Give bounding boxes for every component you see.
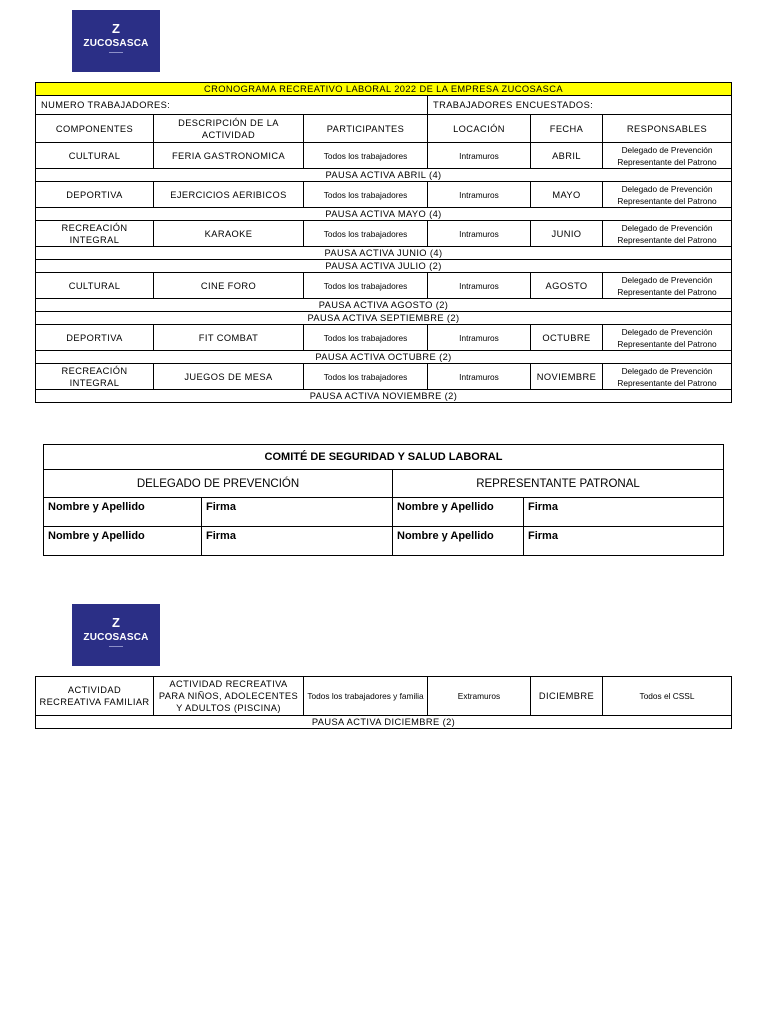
pause-row: PAUSA ACTIVA JULIO (2) bbox=[36, 260, 732, 273]
activity-responsible bbox=[603, 325, 732, 351]
responsible-employer: Representante del Patrono bbox=[617, 234, 717, 245]
table-row bbox=[36, 677, 732, 716]
pause-row: PAUSA ACTIVA JUNIO (4) bbox=[36, 247, 732, 260]
activity-description: ACTIVIDAD RECREATIVA PARA NIÑOS, ADOLECENTES Y ADULTOS (PISCINA) bbox=[154, 677, 304, 716]
logo-underline bbox=[109, 646, 123, 647]
activity-component: CULTURAL bbox=[36, 273, 154, 299]
activity-location: Intramuros bbox=[428, 364, 531, 390]
responsible-delegate: Delegado de Prevención bbox=[621, 326, 713, 337]
activity-participants: Todos los trabajadores bbox=[304, 182, 428, 208]
logo-name: ZUCOSASCA bbox=[83, 38, 149, 49]
table-row bbox=[36, 364, 732, 390]
schedule-table bbox=[35, 82, 732, 403]
header-description: DESCRIPCIÓN DE LA ACTIVIDAD bbox=[154, 115, 304, 143]
activity-participants: Todos los trabajadores bbox=[304, 273, 428, 299]
signature-row bbox=[44, 527, 724, 556]
pause-row: PAUSA ACTIVA AGOSTO (2) bbox=[36, 299, 732, 312]
activity-participants: Todos los trabajadores bbox=[304, 221, 428, 247]
activity-location: Intramuros bbox=[428, 273, 531, 299]
pause-row: PAUSA ACTIVA NOVIEMBRE (2) bbox=[36, 390, 732, 403]
delegate-signature-field: Firma bbox=[202, 498, 393, 527]
family-activity-table bbox=[35, 676, 732, 729]
pause-row: PAUSA ACTIVA DICIEMBRE (2) bbox=[36, 716, 732, 729]
header-date: FECHA bbox=[531, 115, 603, 143]
activity-location: Intramuros bbox=[428, 325, 531, 351]
table-row bbox=[36, 325, 732, 351]
activity-responsible: Todos el CSSL bbox=[603, 677, 732, 716]
delegate-name-field: Nombre y Apellido bbox=[44, 527, 202, 556]
activity-responsible bbox=[603, 273, 732, 299]
header-responsible: RESPONSABLES bbox=[603, 115, 732, 143]
activity-responsible bbox=[603, 221, 732, 247]
activity-component: DEPORTIVA bbox=[36, 182, 154, 208]
activity-location: Intramuros bbox=[428, 143, 531, 169]
activity-date: AGOSTO bbox=[531, 273, 603, 299]
pause-row: PAUSA ACTIVA OCTUBRE (2) bbox=[36, 351, 732, 364]
employer-header: REPRESENTANTE PATRONAL bbox=[393, 470, 724, 498]
logo-underline bbox=[109, 52, 123, 53]
responsible-employer: Representante del Patrono bbox=[617, 377, 717, 388]
header-location: LOCACIÓN bbox=[428, 115, 531, 143]
activity-component: RECREACIÓN INTEGRAL bbox=[36, 364, 154, 390]
employer-name-field: Nombre y Apellido bbox=[393, 527, 524, 556]
responsible-employer: Representante del Patrono bbox=[617, 156, 717, 167]
responsible-delegate: Delegado de Prevención bbox=[621, 183, 713, 194]
activity-description: JUEGOS DE MESA bbox=[154, 364, 304, 390]
activity-date: DICIEMBRE bbox=[531, 677, 603, 716]
table-row bbox=[36, 182, 732, 208]
activity-description: EJERCICIOS AERIBICOS bbox=[154, 182, 304, 208]
activity-description: CINE FORO bbox=[154, 273, 304, 299]
activity-component: ACTIVIDAD RECREATIVA FAMILIAR bbox=[36, 677, 154, 716]
signature-row bbox=[44, 498, 724, 527]
logo-mark: Z bbox=[112, 615, 120, 630]
company-logo bbox=[72, 604, 160, 666]
activity-participants: Todos los trabajadores bbox=[304, 325, 428, 351]
responsible-delegate: Delegado de Prevención bbox=[621, 365, 713, 376]
activity-component: CULTURAL bbox=[36, 143, 154, 169]
responsible-employer: Representante del Patrono bbox=[617, 195, 717, 206]
delegate-signature-field: Firma bbox=[202, 527, 393, 556]
responsible-employer: Representante del Patrono bbox=[617, 286, 717, 297]
employer-signature-field: Firma bbox=[524, 527, 724, 556]
activity-responsible bbox=[603, 364, 732, 390]
responsible-delegate: Delegado de Prevención bbox=[621, 222, 713, 233]
header-participants: PARTICIPANTES bbox=[304, 115, 428, 143]
activity-participants: Todos los trabajadores y familia bbox=[304, 677, 428, 716]
committee-title: COMITÉ DE SEGURIDAD Y SALUD LABORAL bbox=[44, 445, 724, 470]
table-row bbox=[36, 273, 732, 299]
workers-count-label: NUMERO TRABAJADORES: bbox=[36, 96, 428, 115]
responsible-delegate: Delegado de Prevención bbox=[621, 274, 713, 285]
schedule-title: CRONOGRAMA RECREATIVO LABORAL 2022 DE LA EMPRESA ZUCOSASCA bbox=[36, 83, 732, 96]
activity-responsible bbox=[603, 182, 732, 208]
activity-date: JUNIO bbox=[531, 221, 603, 247]
header-components: COMPONENTES bbox=[36, 115, 154, 143]
logo-mark: Z bbox=[112, 21, 120, 36]
table-row bbox=[36, 221, 732, 247]
activity-component: DEPORTIVA bbox=[36, 325, 154, 351]
responsible-delegate: Delegado de Prevención bbox=[621, 144, 713, 155]
activity-description: FERIA GASTRONOMICA bbox=[154, 143, 304, 169]
activity-date: ABRIL bbox=[531, 143, 603, 169]
activity-participants: Todos los trabajadores bbox=[304, 364, 428, 390]
pause-row: PAUSA ACTIVA MAYO (4) bbox=[36, 208, 732, 221]
committee-table bbox=[43, 444, 724, 556]
surveyed-count-label: TRABAJADORES ENCUESTADOS: bbox=[428, 96, 732, 115]
activity-responsible bbox=[603, 143, 732, 169]
table-row bbox=[36, 143, 732, 169]
pause-row: PAUSA ACTIVA ABRIL (4) bbox=[36, 169, 732, 182]
activity-date: MAYO bbox=[531, 182, 603, 208]
logo-name: ZUCOSASCA bbox=[83, 632, 149, 643]
activity-date: OCTUBRE bbox=[531, 325, 603, 351]
activity-component: RECREACIÓN INTEGRAL bbox=[36, 221, 154, 247]
activity-description: KARAOKE bbox=[154, 221, 304, 247]
delegate-name-field: Nombre y Apellido bbox=[44, 498, 202, 527]
company-logo bbox=[72, 10, 160, 72]
responsible-employer: Representante del Patrono bbox=[617, 338, 717, 349]
delegate-header: DELEGADO DE PREVENCIÓN bbox=[44, 470, 393, 498]
employer-name-field: Nombre y Apellido bbox=[393, 498, 524, 527]
pause-row: PAUSA ACTIVA SEPTIEMBRE (2) bbox=[36, 312, 732, 325]
activity-participants: Todos los trabajadores bbox=[304, 143, 428, 169]
activity-date: NOVIEMBRE bbox=[531, 364, 603, 390]
activity-location: Extramuros bbox=[428, 677, 531, 716]
activity-location: Intramuros bbox=[428, 182, 531, 208]
employer-signature-field: Firma bbox=[524, 498, 724, 527]
activity-location: Intramuros bbox=[428, 221, 531, 247]
activity-description: FIT COMBAT bbox=[154, 325, 304, 351]
